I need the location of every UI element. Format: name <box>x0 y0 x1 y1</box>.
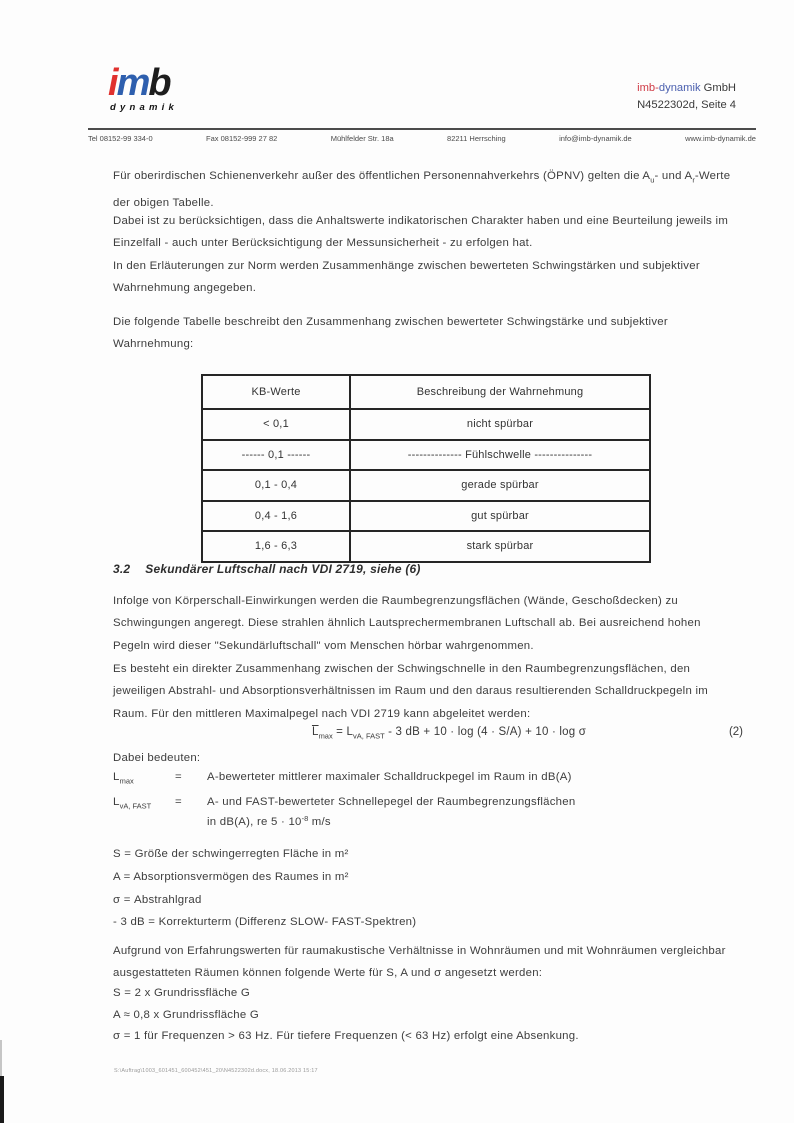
contact-city: 82211 Herrsching <box>447 134 506 143</box>
table-row <box>202 470 650 501</box>
contact-tel: Tel 08152-99 334-0 <box>88 134 153 143</box>
definitions-intro: Dabei bedeuten: <box>113 752 201 764</box>
paragraph-schienenverkehr <box>113 165 735 214</box>
paragraph-erfahrungswerte: Aufgrund von Erfahrungswerten für raumakustische Verhältnisse in Wohnräumen und mit Wohnräumen vergleichbar ausgestatteten Räumen können folgende Werte für S, A und σ angesetzt werden: <box>113 945 726 980</box>
contact-street: Mühlfelder Str. 18a <box>330 134 394 143</box>
table-row <box>202 440 650 471</box>
contact-row <box>88 134 756 143</box>
logo-letter-b: b <box>148 62 170 104</box>
company-name-rest: GmbH <box>700 82 736 94</box>
column-header-kb-werte: KB-Werte <box>202 375 350 409</box>
contact-fax: Fax 08152-999 27 82 <box>206 134 278 143</box>
paragraph-anhaltswerte: Dabei ist zu berücksichtigen, dass die Anhaltswerte indikatorischen Charakter haben und eine Beurteilung jeweils im Einzelfall - auch unter Berücksichtigung der Messunsicherheit - zu erfolgen hat. <box>113 215 729 250</box>
table-header-row <box>202 375 650 409</box>
term-subscript: max <box>119 776 134 786</box>
term-symbol: L <box>113 771 120 783</box>
definition-text: A-bewerteter mittlerer maximaler Schalldruckpegel im Raum in dB(A) <box>207 771 572 783</box>
definition-S: S = Größe der schwingerregten Fläche in m² <box>113 848 349 860</box>
equals-sign: = <box>175 796 182 808</box>
term-symbol: L <box>113 796 120 808</box>
logo-imb-icon <box>108 62 178 104</box>
company-name-blue: dynamik <box>658 82 701 94</box>
cell-kb: ------ 0,1 ------ <box>202 440 350 471</box>
logo-letter-i: i <box>108 62 117 104</box>
cell-desc: stark spürbar <box>350 531 650 562</box>
formula-L-overbar: $\overline{L}$ <box>311 726 319 738</box>
definition-term <box>113 771 175 786</box>
definition-text <box>207 796 745 828</box>
superscript-minus8: -8 <box>301 814 309 823</box>
table-row <box>202 531 650 562</box>
cell-desc: nicht spürbar <box>350 409 650 440</box>
logo-word-dynamik: dynamik <box>110 102 178 113</box>
paragraph-tabelle-intro: Die folgende Tabelle beschreibt den Zusammenhang zwischen bewerteter Schwingstärke und subjektiver Wahrnehmung: <box>113 316 668 351</box>
equation-number: (2) <box>728 726 743 738</box>
definition-line2-text: in dB(A), re 5 · 10 <box>207 816 302 828</box>
value-S: S = 2 x Grundrissfläche G <box>113 987 250 999</box>
formula-mid: = L <box>332 726 354 738</box>
contact-email: info@imb-dynamik.de <box>559 134 632 143</box>
section-heading <box>113 562 421 576</box>
value-A: A ≈ 0,8 x Grundrissfläche G <box>113 1009 259 1021</box>
header-right <box>637 80 736 113</box>
cell-kb: < 0,1 <box>202 409 350 440</box>
definition-line1: A- und FAST-bewerteter Schnellepegel der Raumbegrenzungsflächen <box>207 796 576 808</box>
cell-kb: 0,4 - 1,6 <box>202 501 350 532</box>
definition-lmax <box>113 771 745 786</box>
kb-werte-table <box>201 374 651 563</box>
table-row <box>202 409 650 440</box>
cell-desc: -------------- Fühlschwelle --------------- <box>350 440 650 471</box>
company-logo <box>108 62 178 113</box>
column-header-beschreibung: Beschreibung der Wahrnehmung <box>350 375 650 409</box>
cell-desc: gut spürbar <box>350 501 650 532</box>
footer-file-path: S:\Auftrag\1003_601451_600452\451_20\N4522302d.docx, 18.06.2013 15:17 <box>114 1068 318 1074</box>
scan-artifact-light <box>0 1040 2 1076</box>
section-number: 3.2 <box>113 562 131 576</box>
table-row <box>202 501 650 532</box>
term-subscript: vA, FAST <box>119 801 152 811</box>
paragraph-erlaeuterungen: In den Erläuterungen zur Norm werden Zusammenhänge zwischen bewerteten Schwingstärken und subjektiver Wahrnehmung angegeben. <box>113 260 700 295</box>
doc-reference: N4522302d, Seite 4 <box>637 98 736 111</box>
logo-letter-m: m <box>116 62 149 104</box>
formula-sub-vafast: vA, FAST <box>353 731 385 741</box>
company-name-red: imb- <box>637 82 659 94</box>
paragraph-zusammenhang: Es besteht ein direkter Zusammenhang zwischen der Schwingschnelle in den Raumbegrenzungsflächen, den jeweiligen Abstrahl- und Absorptionsverhältnissen im Raum und den daraus resultierenden Schalldruckpegeln im Raum. Für den mittleren Maximalpegel nach VDI 2719 kann abgeleitet werden: <box>113 663 708 720</box>
contact-website: www.imb-dynamik.de <box>685 134 756 143</box>
subscript-u: u <box>650 175 655 185</box>
scan-artifact-dark <box>0 1076 4 1123</box>
paragraph-koerperschall: Infolge von Körperschall-Einwirkungen werden die Raumbegrenzungsflächen (Wände, Geschoßdecken) zu Schwingungen angeregt. Diese strahlen ähnlich Lautsprechermembranen Luftschall ab. Bei ausreichend hohen Pegeln wird dieser "Sekundärluftschall" vom Menschen hörbar wahrgenommen. <box>113 595 701 652</box>
company-name <box>637 80 736 97</box>
definition-lvafast <box>113 796 745 828</box>
subscript-r: r <box>692 175 695 185</box>
section-title: Sekundärer Luftschall nach VDI 2719, siehe (6) <box>145 562 421 576</box>
cell-desc: gerade spürbar <box>350 470 650 501</box>
cell-kb: 1,6 - 6,3 <box>202 531 350 562</box>
formula-sub-max: max <box>318 731 333 741</box>
value-sigma: σ = 1 für Frequenzen > 63 Hz. Für tiefere Frequenzen (< 63 Hz) erfolgt eine Absenkung. <box>113 1030 579 1042</box>
equals-sign: = <box>175 771 182 783</box>
cell-kb: 0,1 - 0,4 <box>202 470 350 501</box>
paragraph-text: - und A <box>654 170 693 182</box>
definition-line2-unit: m/s <box>308 816 331 828</box>
header-divider <box>88 128 756 130</box>
definition-line2 <box>207 814 745 828</box>
formula-rest: - 3 dB + 10 · log (4 · S/A) + 10 · log σ <box>384 726 587 738</box>
formula-block <box>113 726 745 741</box>
definition-korrekturterm: - 3 dB = Korrekturterm (Differenz SLOW- FAST-Spektren) <box>113 916 417 928</box>
paragraph-text: Für oberirdischen Schienenverkehr außer des öffentlichen Personennahverkehrs (ÖPNV) gelten die A <box>113 170 651 182</box>
formula-lmax <box>153 726 745 741</box>
definition-term <box>113 796 175 828</box>
paragraph-text: -Werte der obigen Tabelle. <box>113 170 731 209</box>
definition-sigma: σ = Abstrahlgrad <box>113 894 202 906</box>
definition-A: A = Absorptionsvermögen des Raumes in m² <box>113 871 349 883</box>
